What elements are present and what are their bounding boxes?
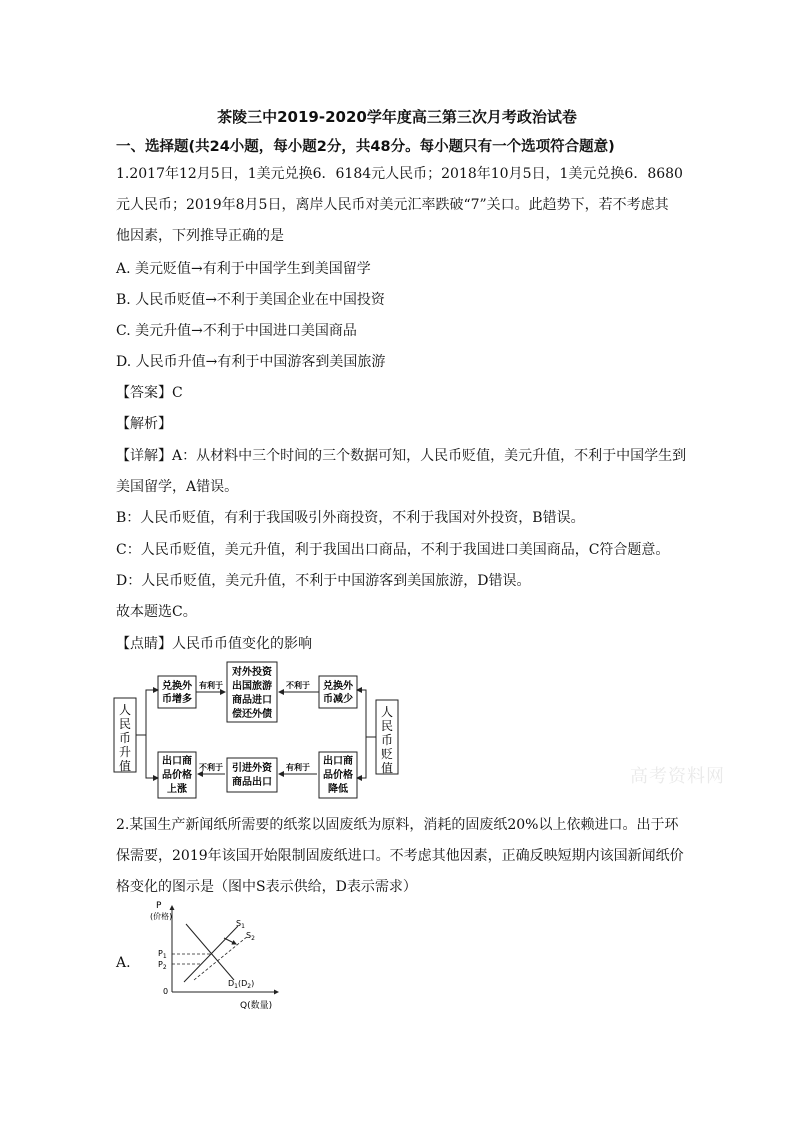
flow-top-right-l2: 币减少 bbox=[323, 694, 353, 705]
flow-left-char-3: 升 bbox=[118, 745, 132, 759]
q1-stem-line-1: 1.2017年12月5日，1美元兑换6．6184元人民币；2018年10月5日，1美元兑换6．8680 bbox=[116, 166, 683, 182]
q2-stem-line-1: 2.某国生产新闻纸所需要的纸浆以固废纸为原料，消耗的固废纸20%以上依赖进口。出于环 bbox=[116, 817, 679, 833]
q1-detail-line-2: 美国留学，A错误。 bbox=[116, 479, 239, 495]
flow-bot-left-l2: 品价格 bbox=[162, 770, 192, 781]
flow-top-mid-l3: 商品进口 bbox=[232, 695, 272, 706]
flow-left-char-2: 币 bbox=[118, 731, 132, 745]
flow-bot-right-l2: 品价格 bbox=[323, 770, 353, 781]
q1-detail-line-3: B：人民币贬值，有利于我国吸引外商投资，不利于我国对外投资，B错误。 bbox=[116, 510, 585, 526]
q1-conclusion: 故本题选C。 bbox=[116, 604, 197, 620]
origin-label: 0 bbox=[163, 987, 169, 996]
q1-option-d: D. 人民币升值→有利于中国游客到美国旅游 bbox=[116, 354, 386, 370]
flow-bot-right-l3: 降低 bbox=[328, 784, 348, 795]
q1-answer: 【答案】C bbox=[116, 385, 183, 401]
p1-label: $P_1$ bbox=[158, 949, 167, 960]
flow-top-mid-l1: 对外投资 bbox=[232, 667, 272, 678]
q1-stem-line-2: 元人民币；2019年8月5日，离岸人民币对美元汇率跌破“7”关口。此趋势下，若不考虑其 bbox=[116, 197, 669, 213]
flow-top-left-l1: 兑换外 bbox=[162, 681, 192, 692]
q1-detail-line-4: C：人民币贬值，美元升值，利于我国出口商品，不利于我国进口美国商品，C符合题意。 bbox=[116, 542, 670, 558]
flow-bot-left-l1: 出口商 bbox=[162, 756, 192, 767]
q2-option-a-label: A. bbox=[116, 955, 131, 971]
flow-bot-label-left: 不利于 bbox=[199, 763, 223, 772]
flow-left-char-1: 民 bbox=[118, 717, 132, 731]
flow-top-mid-l2: 出国旅游 bbox=[232, 681, 272, 692]
flow-bot-right-l1: 出口商 bbox=[323, 756, 353, 767]
d-label: $D_1(D_2)$ bbox=[228, 979, 255, 990]
q2-stem-line-3: 格变化的图示是（图中S表示供给，D表示需求） bbox=[116, 879, 417, 895]
flow-top-mid-l4: 偿还外债 bbox=[232, 709, 272, 720]
flow-bot-mid-l1: 引进外资 bbox=[232, 763, 272, 774]
flow-top-left-l2: 币增多 bbox=[162, 694, 192, 705]
s1-label: $S_1$ bbox=[236, 919, 245, 930]
flow-right-char-4: 值 bbox=[380, 761, 394, 775]
q1-dianjing: 【点睛】人民币币值变化的影响 bbox=[116, 636, 312, 652]
q1-option-a: A. 美元贬值→有利于中国学生到美国留学 bbox=[116, 261, 371, 277]
shift-arrow bbox=[224, 938, 236, 944]
q1-option-b: B. 人民币贬值→不利于美国企业在中国投资 bbox=[116, 292, 385, 308]
x-axis-label: Q(数量) bbox=[240, 1001, 273, 1011]
flow-right-char-3: 贬 bbox=[380, 747, 394, 761]
flow-bot-left-l3: 上涨 bbox=[167, 784, 187, 795]
flow-right-char-0: 人 bbox=[380, 705, 394, 719]
q1-analysis-label: 【解析】 bbox=[116, 416, 172, 432]
flow-left-char-4: 值 bbox=[118, 759, 132, 773]
page-title: 茶陵三中2019-2020学年度高三第三次月考政治试卷 bbox=[217, 108, 577, 126]
s2-label: $S_2$ bbox=[246, 931, 255, 942]
flow-right-char-1: 民 bbox=[380, 719, 394, 733]
supply-demand-graph bbox=[150, 900, 290, 1012]
flow-top-label-left: 有利于 bbox=[199, 681, 223, 690]
watermark: 高考资料网 bbox=[630, 766, 725, 787]
rmb-flow-diagram bbox=[112, 660, 402, 800]
flow-bot-mid-l2: 商品出口 bbox=[232, 777, 272, 788]
d-curve bbox=[186, 924, 234, 980]
p2-label: $P_2$ bbox=[158, 960, 167, 971]
q1-stem-line-3: 他因素，下列推导正确的是 bbox=[116, 228, 284, 244]
flow-top-right-l1: 兑换外 bbox=[323, 681, 353, 692]
y-axis-label: P bbox=[156, 901, 162, 911]
flow-right-char-2: 币 bbox=[380, 733, 394, 747]
flow-top-label-right: 不利于 bbox=[286, 681, 310, 690]
flow-bot-label-right: 有利于 bbox=[286, 763, 310, 772]
q1-detail-line-5: D：人民币贬值，美元升值，不利于中国游客到美国旅游，D错误。 bbox=[116, 573, 531, 589]
y-axis-sub: (价格) bbox=[150, 912, 173, 921]
q2-stem-line-2: 保需要，2019年该国开始限制固废纸进口。不考虑其他因素，正确反映短期内该国新闻纸价 bbox=[116, 848, 684, 864]
section-heading: 一、选择题(共24小题，每小题2分，共48分。每小题只有一个选项符合题意) bbox=[116, 139, 615, 155]
q1-option-c: C. 美元升值→不利于中国进口美国商品 bbox=[116, 323, 357, 339]
flow-left-char-0: 人 bbox=[118, 703, 132, 717]
q1-detail-line-1: 【详解】A：从材料中三个时间的三个数据可知，人民币贬值，美元升值，不利于中国学生到 bbox=[116, 448, 687, 464]
